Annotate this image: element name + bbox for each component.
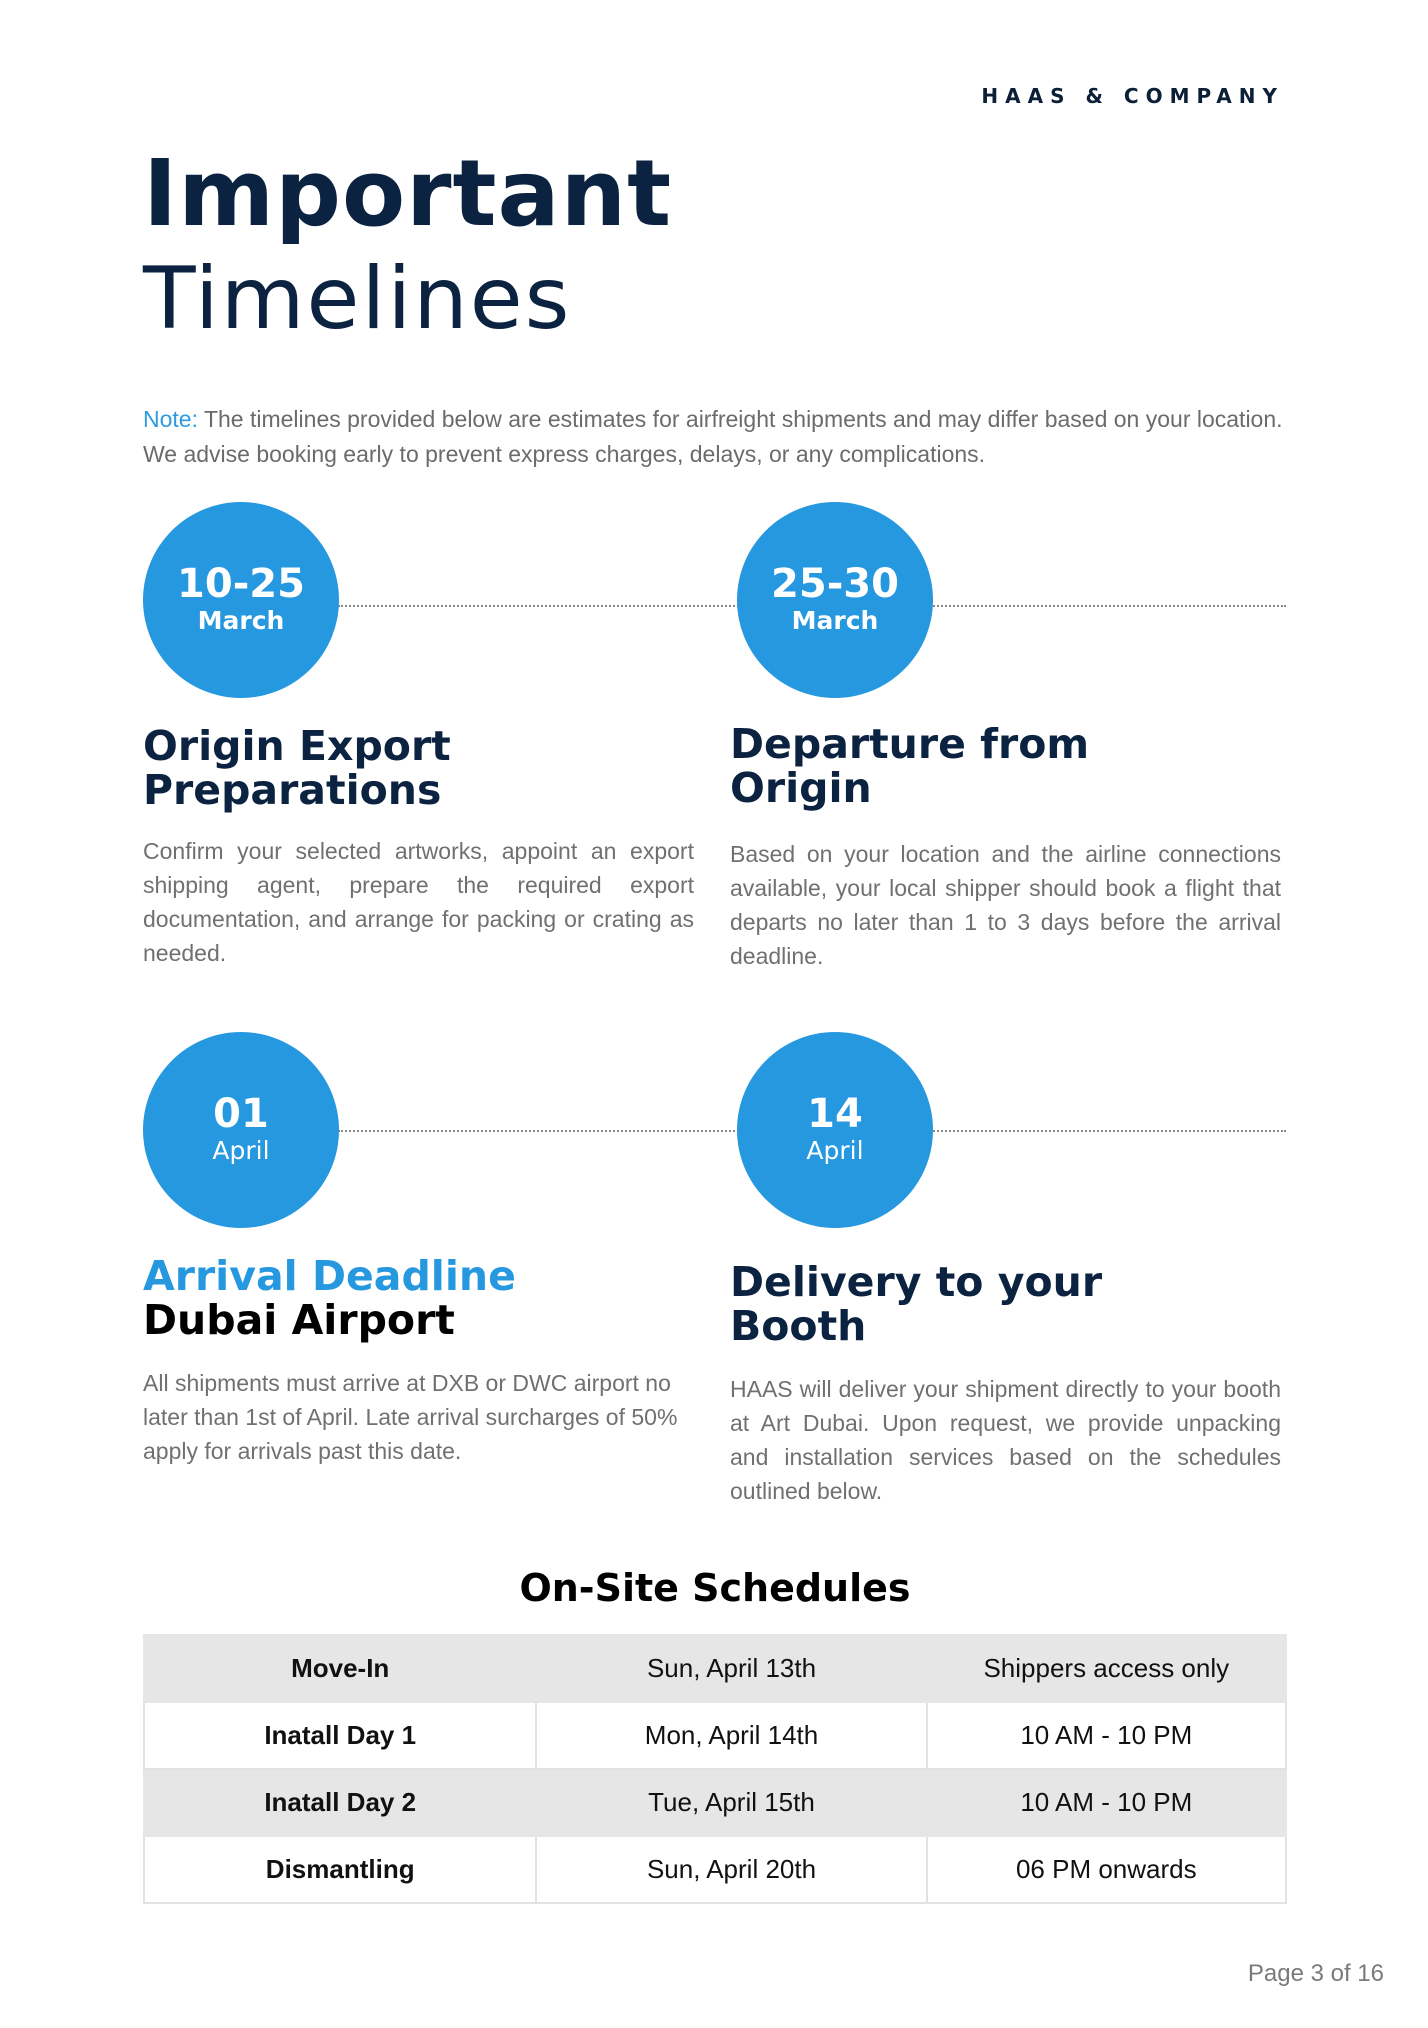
schedule-title: On-Site Schedules <box>519 1566 911 1610</box>
schedule-label: Move-In <box>144 1635 536 1702</box>
page-number: Page 3 of 16 <box>1247 1960 1384 1987</box>
schedule-date: Mon, April 14th <box>536 1702 926 1769</box>
date-badge-days: 01 <box>213 1090 269 1137</box>
schedule-label: Dismantling <box>144 1836 536 1903</box>
heading-line: Origin Export <box>143 722 451 770</box>
brand-name: HAAS & COMPANY <box>981 84 1284 108</box>
milestone-text-export: Confirm your selected artworks, appoint an export shipping agent, prepare the required export documentation, and arrange for packing or crating as needed. <box>143 838 694 966</box>
milestone-text-delivery: HAAS will deliver your shipment directly to your booth at Art Dubai. Upon request, we provide unpacking and installation services based on the schedules outlined below. <box>730 1376 1281 1504</box>
milestone-heading-departure <box>730 722 1089 810</box>
table-row <box>144 1702 1286 1769</box>
heading-line: Delivery to your <box>730 1258 1103 1306</box>
milestone-heading-export <box>143 724 451 812</box>
schedule-table <box>143 1634 1287 1904</box>
milestone-text-departure: Based on your location and the airline connections available, your local shipper should book a flight that departs no later than 1 to 3 days before the arrival deadline. <box>730 841 1281 969</box>
schedule-time: 10 AM - 10 PM <box>927 1702 1286 1769</box>
date-badge-days: 14 <box>807 1090 863 1137</box>
date-badge-month: April <box>806 1135 864 1165</box>
schedule-label: Inatall Day 2 <box>144 1769 536 1836</box>
milestone-heading-arrival <box>143 1254 516 1342</box>
date-badge-export <box>143 502 339 698</box>
date-badge-delivery <box>737 1032 933 1228</box>
schedule-time: Shippers access only <box>927 1635 1286 1702</box>
heading-line: Origin <box>730 764 872 812</box>
note-paragraph <box>143 402 1293 472</box>
heading-line: Dubai Airport <box>143 1296 455 1344</box>
schedule-date: Sun, April 13th <box>536 1635 926 1702</box>
milestone-text-arrival: All shipments must arrive at DXB or DWC airport no later than 1st of April. Late arrival surcharges of 50% apply for arrivals past this date. <box>143 1370 678 1464</box>
heading-line: Departure from <box>730 720 1090 768</box>
date-badge-arrival <box>143 1032 339 1228</box>
date-badge-departure <box>737 502 933 698</box>
note-text: The timelines provided below are estimates for airfreight shipments and may differ based on your location. We advise booking early to prevent express charges, delays, or any complications. <box>143 406 1283 467</box>
date-badge-days: 25-30 <box>771 560 899 607</box>
heading-line: Preparations <box>143 766 442 814</box>
table-row <box>144 1836 1286 1903</box>
date-badge-month: March <box>197 605 285 635</box>
schedule-date: Sun, April 20th <box>536 1836 926 1903</box>
schedule-date: Tue, April 15th <box>536 1769 926 1836</box>
heading-line-highlight: Arrival Deadline <box>143 1252 516 1300</box>
page-title-secondary: Timelines <box>143 249 572 349</box>
schedule-time: 06 PM onwards <box>927 1836 1286 1903</box>
page-title-primary: Important <box>143 140 673 247</box>
schedule-label: Inatall Day 1 <box>144 1702 536 1769</box>
heading-line: Booth <box>730 1302 867 1350</box>
date-badge-days: 10-25 <box>177 560 305 607</box>
schedule-time: 10 AM - 10 PM <box>927 1769 1286 1836</box>
milestone-heading-delivery <box>730 1260 1102 1348</box>
date-badge-month: April <box>212 1135 270 1165</box>
date-badge-month: March <box>791 605 879 635</box>
table-row <box>144 1635 1286 1702</box>
table-row <box>144 1769 1286 1836</box>
note-label: Note: <box>143 406 198 432</box>
